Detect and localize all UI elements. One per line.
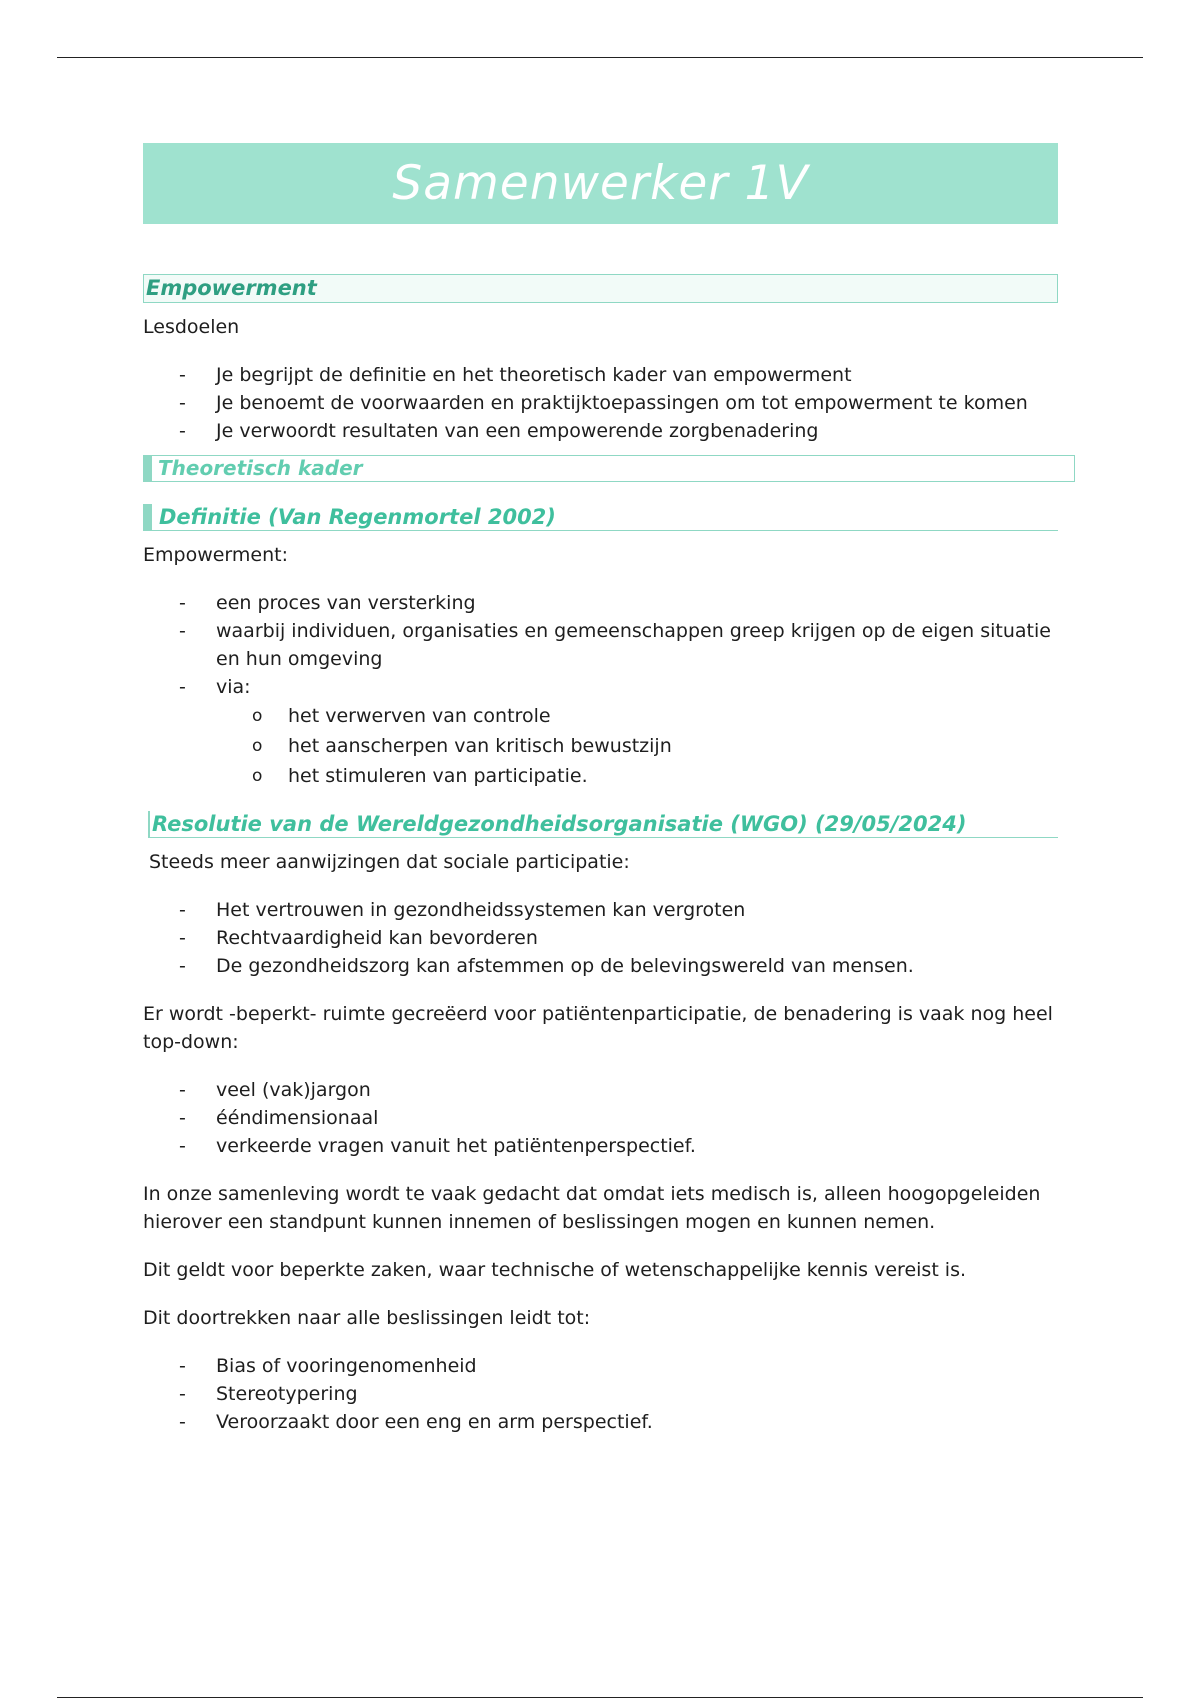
resolutie-intro: Steeds meer aanwijzingen dat sociale participatie: <box>149 851 630 873</box>
heading-empowerment: Empowerment <box>143 274 1058 303</box>
heading-theoretisch-kader: Theoretisch kader <box>143 455 1075 482</box>
list-item: - veel (vak)jargon <box>143 1076 1058 1104</box>
document-title: Samenwerker 1V <box>392 156 809 211</box>
paragraph: In onze samenleving wordt te vaak gedacht dat omdat iets medisch is, alleen hoogopgeleiden hierover een standpunt kunnen innemen of beslissingen mogen en kunnen nemen. <box>143 1183 1041 1233</box>
list-item <box>143 673 1058 791</box>
list-item: - Rechtvaardigheid kan bevorderen <box>143 924 1058 952</box>
definitie-list <box>143 589 1058 791</box>
lesdoelen-label: Lesdoelen <box>143 316 240 338</box>
list-item: - Je benoemt de voorwaarden en praktijktoepassingen om tot empowerment te komen <box>143 389 1058 417</box>
list-item: - een proces van versterking <box>143 589 1058 617</box>
list-item-text: via: <box>216 676 251 698</box>
heading-resolutie: Resolutie van de Wereldgezondheidsorganisatie (WGO) (29/05/2024) <box>148 811 1058 838</box>
list-item: - Veroorzaakt door een eng en arm perspectief. <box>143 1408 1058 1436</box>
list-item: - Je verwoordt resultaten van een empowerende zorgbenadering <box>143 417 1058 445</box>
bias-list <box>143 1352 1058 1436</box>
paragraph: Dit geldt voor beperkte zaken, waar technische of wetenschappelijke kennis vereist is. <box>143 1259 967 1281</box>
jargon-list <box>143 1076 1058 1160</box>
list-item: - verkeerde vragen vanuit het patiëntenperspectief. <box>143 1132 1058 1160</box>
definitie-sublist <box>216 701 1058 791</box>
list-item: - ééndimensionaal <box>143 1104 1058 1132</box>
sub-list-item: o het verwerven van controle <box>143 701 1058 731</box>
top-rule <box>57 57 1143 58</box>
list-item: - Je begrijpt de definitie en het theoretisch kader van empowerment <box>143 361 1058 389</box>
list-item: - Stereotypering <box>143 1380 1058 1408</box>
bottom-rule <box>57 1697 1143 1698</box>
list-item: - Het vertrouwen in gezondheidssystemen kan vergroten <box>143 896 1058 924</box>
list-item: - Bias of vooringenomenheid <box>143 1352 1058 1380</box>
document-title-banner <box>143 143 1058 224</box>
paragraph: Er wordt -beperkt- ruimte gecreëerd voor patiëntenparticipatie, de benadering is vaak nog heel top-down: <box>143 1003 1053 1053</box>
definitie-intro: Empowerment: <box>143 544 288 566</box>
lesdoelen-list <box>143 361 1058 445</box>
sub-list-item: o het aanscherpen van kritisch bewustzijn <box>143 731 1058 761</box>
document-body <box>143 143 1058 1436</box>
heading-definitie: Definitie (Van Regenmortel 2002) <box>143 504 1058 531</box>
paragraph: Dit doortrekken naar alle beslissingen leidt tot: <box>143 1307 591 1329</box>
resolutie-list <box>143 896 1058 980</box>
list-item: - waarbij individuen, organisaties en gemeenschappen greep krijgen op de eigen situatie en hun omgeving <box>143 617 1058 673</box>
list-item: - De gezondheidszorg kan afstemmen op de belevingswereld van mensen. <box>143 952 1058 980</box>
sub-list-item: o het stimuleren van participatie. <box>143 761 1058 791</box>
